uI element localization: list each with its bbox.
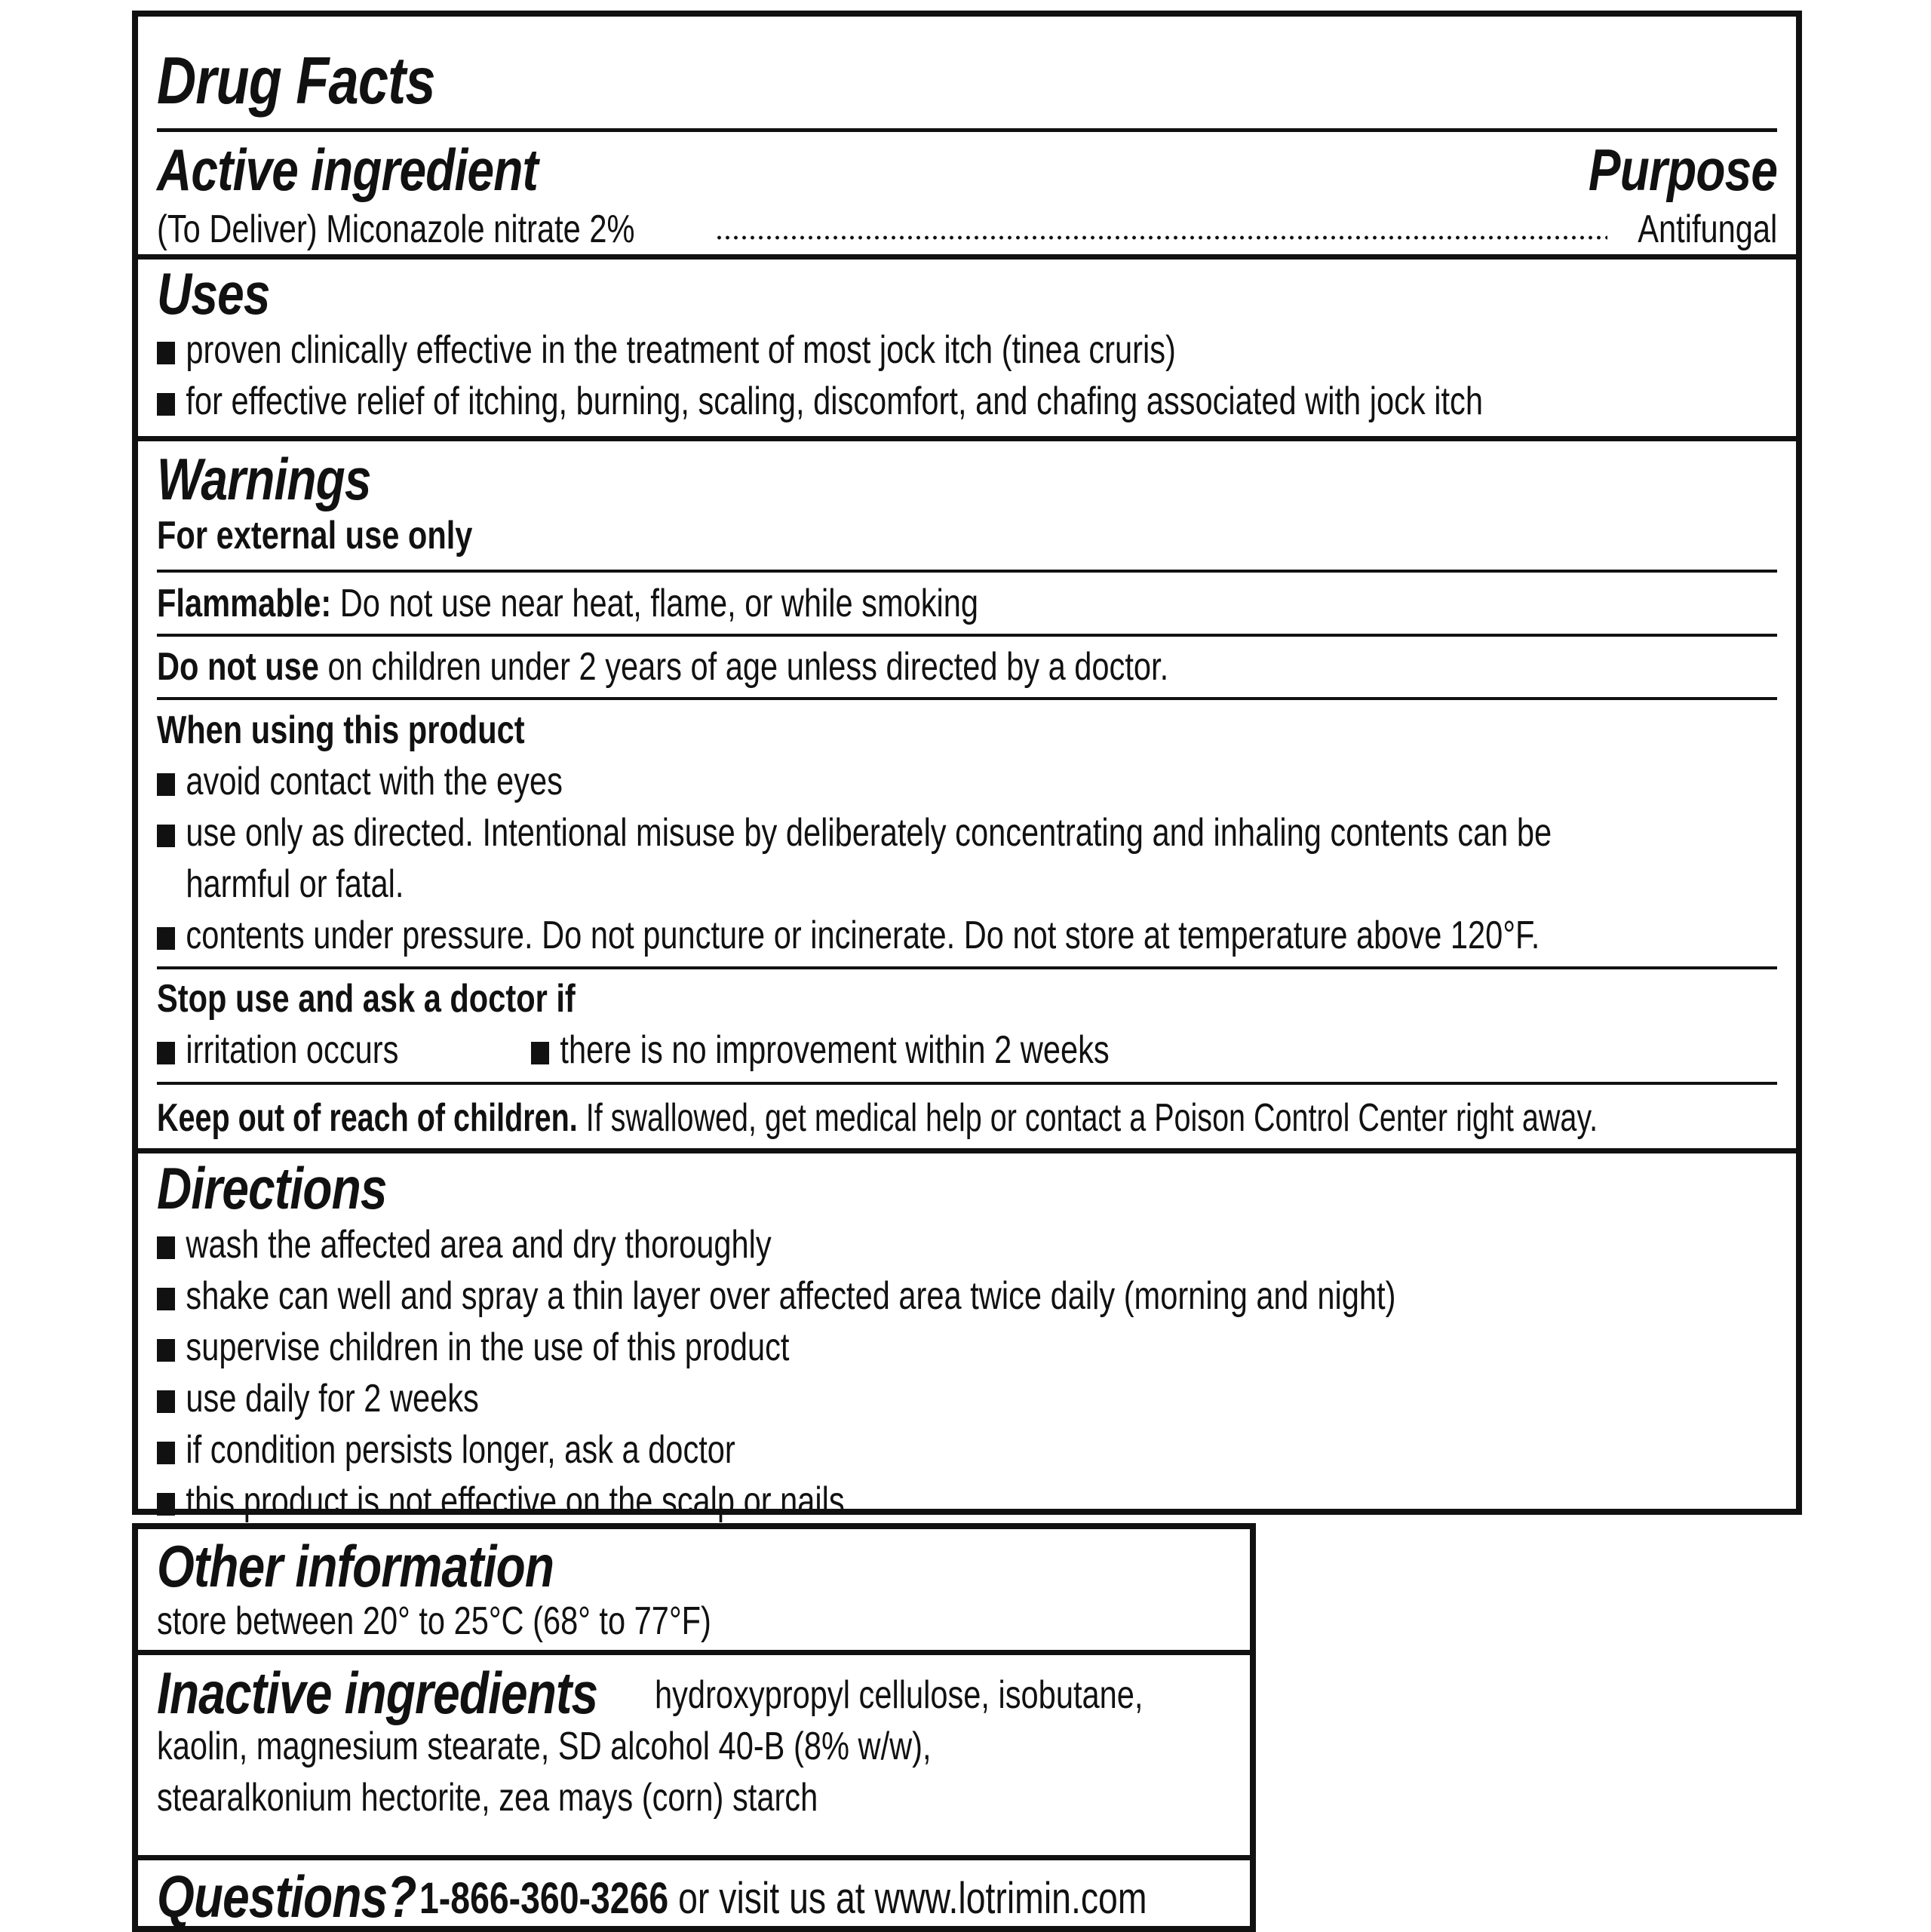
external-use-text: For external use only bbox=[157, 514, 473, 557]
section-divider bbox=[138, 254, 1796, 260]
other-information-heading: Other information bbox=[157, 1533, 554, 1599]
section-divider bbox=[138, 1650, 1250, 1655]
directions-heading: Directions bbox=[157, 1155, 387, 1221]
bullet-icon bbox=[157, 1288, 175, 1310]
when-using-heading: When using this product bbox=[157, 708, 525, 752]
list-item: use only as directed. Intentional misuse by deliberately concentrating and inhaling contents can be bbox=[157, 807, 1453, 858]
do-not-use-label: Do not use bbox=[157, 645, 319, 689]
divider bbox=[157, 697, 1777, 700]
warnings-heading: Warnings bbox=[157, 446, 371, 512]
keep-out-of-reach-warning bbox=[157, 1092, 1777, 1144]
bullet-icon bbox=[157, 825, 175, 847]
bullet-icon bbox=[157, 773, 175, 796]
list-item: for effective relief of itching, burning, scaling, discomfort, and chafing associated with jock itch bbox=[157, 376, 1453, 427]
stop-use-items bbox=[157, 1024, 1453, 1076]
active-ingredient-heading: Active ingredient bbox=[157, 137, 538, 203]
list-item: if condition persists longer, ask a doctor bbox=[157, 1424, 1453, 1476]
drug-facts-label bbox=[132, 11, 1807, 1930]
when-using-section bbox=[157, 705, 1777, 961]
bullet-icon bbox=[157, 1442, 175, 1464]
keep-out-label: Keep out of reach of children. bbox=[157, 1096, 578, 1140]
inactive-ingredients-line: hydroxypropyl cellulose, isobutane, bbox=[655, 1673, 1144, 1717]
directions-section bbox=[157, 1154, 1777, 1527]
do-not-use-warning bbox=[157, 641, 1777, 693]
drug-facts-upper-panel bbox=[132, 11, 1802, 1523]
divider bbox=[157, 634, 1777, 637]
list-item: avoid contact with the eyes bbox=[157, 756, 1453, 807]
purpose-text: Antifungal bbox=[1637, 207, 1777, 251]
keep-out-text: If swallowed, get medical help or contact a Poison Control Center right away. bbox=[577, 1096, 1598, 1140]
title-section bbox=[157, 43, 1777, 118]
bullet-icon bbox=[157, 1390, 175, 1413]
divider bbox=[157, 570, 1777, 573]
bullet-icon bbox=[157, 1493, 175, 1516]
list-item: wash the affected area and dry thoroughly bbox=[157, 1219, 1453, 1270]
list-item: proven clinically effective in the treatment of most jock itch (tinea cruris) bbox=[157, 324, 1453, 376]
section-divider bbox=[138, 1148, 1796, 1153]
active-ingredient-section bbox=[157, 136, 1777, 256]
purpose-heading: Purpose bbox=[1588, 137, 1777, 203]
bullet-icon bbox=[157, 927, 175, 950]
questions-phone: 1-866-360-3266 bbox=[419, 1874, 669, 1923]
bullet-icon bbox=[157, 393, 175, 416]
list-item-continuation: harmful or fatal. bbox=[186, 862, 404, 906]
stop-use-heading: Stop use and ask a doctor if bbox=[157, 977, 576, 1021]
flammable-text: Do not use near heat, flame, or while smoking bbox=[331, 582, 979, 625]
uses-section bbox=[157, 260, 1777, 427]
questions-section bbox=[157, 1863, 1231, 1930]
section-divider bbox=[138, 1855, 1250, 1860]
divider bbox=[157, 128, 1777, 132]
list-item: irritation occurs bbox=[157, 1024, 398, 1076]
do-not-use-text: on children under 2 years of age unless directed by a doctor. bbox=[318, 645, 1169, 689]
questions-text: or visit us at www.lotrimin.com bbox=[668, 1874, 1147, 1923]
inactive-ingredients-line: stearalkonium hectorite, zea mays (corn) starch bbox=[157, 1776, 818, 1820]
flammable-warning bbox=[157, 578, 1777, 629]
list-item: supervise children in the use of this product bbox=[157, 1322, 1453, 1373]
warnings-section bbox=[157, 445, 1777, 561]
bullet-icon bbox=[157, 1236, 175, 1259]
stop-use-section bbox=[157, 973, 1777, 1076]
active-ingredient-text: (To Deliver) Miconazole nitrate 2% bbox=[157, 207, 635, 251]
list-item: use daily for 2 weeks bbox=[157, 1373, 1453, 1424]
other-information-text: store between 20° to 25°C (68° to 77°F) bbox=[157, 1599, 711, 1643]
inactive-ingredients-heading: Inactive ingredients bbox=[157, 1660, 598, 1726]
questions-heading: Questions? bbox=[157, 1863, 416, 1930]
bullet-icon bbox=[157, 1042, 175, 1064]
divider bbox=[157, 966, 1777, 969]
list-item: this product is not effective on the scalp or nails bbox=[157, 1476, 1453, 1527]
list-item: shake can well and spray a thin layer over affected area twice daily (morning and night) bbox=[157, 1270, 1453, 1322]
section-divider bbox=[138, 436, 1796, 441]
uses-heading: Uses bbox=[157, 260, 270, 327]
bullet-icon bbox=[531, 1042, 549, 1064]
list-item: contents under pressure. Do not puncture or incinerate. Do not store at temperature above 120°F. bbox=[157, 910, 1453, 961]
bullet-icon bbox=[157, 1339, 175, 1362]
list-item: there is no improvement within 2 weeks bbox=[531, 1024, 1110, 1076]
inactive-ingredients-section bbox=[157, 1659, 1231, 1823]
flammable-label: Flammable: bbox=[157, 582, 332, 625]
drug-facts-lower-panel bbox=[132, 1523, 1256, 1932]
divider bbox=[157, 1082, 1777, 1085]
bullet-icon bbox=[157, 342, 175, 364]
page-title: Drug Facts bbox=[157, 43, 435, 118]
other-information-section bbox=[157, 1532, 1231, 1647]
inactive-ingredients-line: kaolin, magnesium stearate, SD alcohol 40-B (8% w/w), bbox=[157, 1725, 932, 1768]
dot-leader bbox=[715, 235, 1607, 240]
